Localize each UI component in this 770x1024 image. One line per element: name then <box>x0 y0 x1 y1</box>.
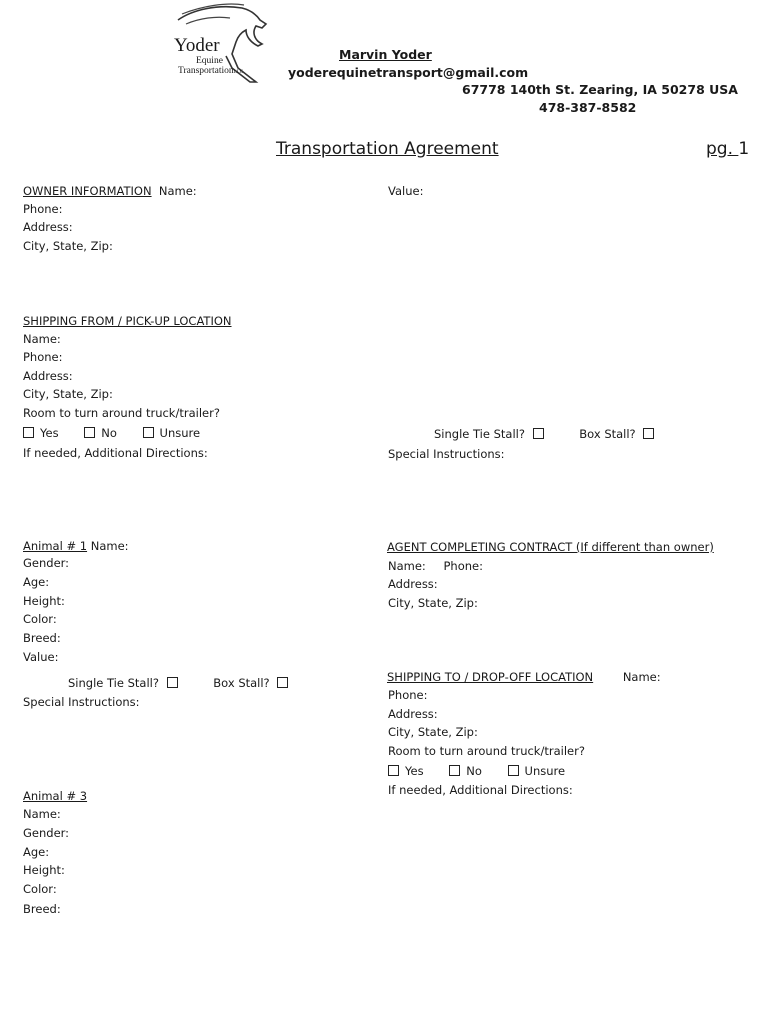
animal1-gender-label: Gender: <box>23 556 70 570</box>
animal1-name-label: Name: <box>90 539 129 553</box>
shipping-from-address-label: Address: <box>23 369 73 383</box>
agent-name-phone-row <box>388 557 483 575</box>
single-tie-stall-checkbox[interactable] <box>533 428 544 439</box>
animal1-height-label: Height: <box>23 594 65 608</box>
animal3-height-label: Height: <box>23 863 65 877</box>
unsure-checkbox[interactable] <box>508 765 519 776</box>
shipping-to-room-label: Room to turn around truck/trailer? <box>388 744 585 758</box>
shipping-from-directions-label: If needed, Additional Directions: <box>23 446 208 460</box>
company-logo <box>172 2 272 84</box>
shipping-to-phone-label: Phone: <box>388 688 428 702</box>
animal1-color-label: Color: <box>23 612 57 626</box>
animal3-name-label: Name: <box>23 807 61 821</box>
animal3-gender-label: Gender: <box>23 826 70 840</box>
shipping-from-room-label: Room to turn around truck/trailer? <box>23 406 220 420</box>
owner-value-label: Value: <box>388 184 424 198</box>
document-title: Transportation Agreement <box>276 139 499 159</box>
shipping-to-name-label: Name: <box>622 670 661 684</box>
shipping-to-directions-label: If needed, Additional Directions: <box>388 783 573 797</box>
shipping-from-no-option[interactable]: No <box>84 424 117 442</box>
animal1-heading: Animal # 1 <box>23 539 88 553</box>
no-checkbox[interactable] <box>84 427 95 438</box>
box-stall-checkbox[interactable] <box>277 677 288 688</box>
owner-heading: OWNER INFORMATION <box>23 184 152 198</box>
shipping-from-yes-option[interactable]: Yes <box>23 424 59 442</box>
box-stall-option[interactable]: Box Stall? <box>579 425 660 443</box>
special-instructions-label-top: Special Instructions: <box>388 447 505 461</box>
owner-phone-label: Phone: <box>23 202 63 216</box>
shipping-to-city-label: City, State, Zip: <box>388 725 478 739</box>
agent-phone-label: Phone: <box>443 559 483 573</box>
animal1-single-tie-stall-option[interactable]: Single Tie Stall? <box>68 674 184 692</box>
contact-email: yoderequinetransport@gmail.com <box>288 65 529 80</box>
shipping-to-address-label: Address: <box>388 707 438 721</box>
animal3-age-label: Age: <box>23 845 50 859</box>
shipping-from-name-label: Name: <box>23 332 61 346</box>
animal3-heading: Animal # 3 <box>23 789 88 803</box>
shipping-to-no-option[interactable]: No <box>449 762 482 780</box>
animal1-stall-options <box>68 674 294 692</box>
single-tie-stall-option[interactable]: Single Tie Stall? <box>434 425 550 443</box>
yes-checkbox[interactable] <box>388 765 399 776</box>
agent-address-label: Address: <box>388 577 438 591</box>
page-number: pg. 1 <box>706 139 750 159</box>
owner-city-label: City, State, Zip: <box>23 239 113 253</box>
shipping-to-yes-option[interactable]: Yes <box>388 762 424 780</box>
owner-heading-row <box>23 182 197 200</box>
no-checkbox[interactable] <box>449 765 460 776</box>
contact-phone: 478-387-8582 <box>539 100 637 115</box>
shipping-to-heading-row <box>387 668 661 686</box>
single-tie-stall-checkbox[interactable] <box>167 677 178 688</box>
shipping-from-options <box>23 424 222 442</box>
contact-address: 67778 140th St. Zearing, IA 50278 USA <box>462 82 738 97</box>
stall-options-top <box>434 425 660 443</box>
logo-line-transportation: TransportationLLC <box>178 66 244 76</box>
animal1-value-label: Value: <box>23 650 59 664</box>
shipping-to-options <box>388 762 587 780</box>
animal1-special-instructions-label: Special Instructions: <box>23 695 140 709</box>
animal1-breed-label: Breed: <box>23 631 61 645</box>
shipping-from-city-label: City, State, Zip: <box>23 387 113 401</box>
shipping-to-unsure-option[interactable]: Unsure <box>508 762 566 780</box>
animal3-breed-label: Breed: <box>23 902 61 916</box>
animal1-age-label: Age: <box>23 575 50 589</box>
animal1-box-stall-option[interactable]: Box Stall? <box>213 674 294 692</box>
agent-name-label: Name: <box>388 559 426 573</box>
shipping-from-unsure-option[interactable]: Unsure <box>143 424 201 442</box>
owner-name-label: Name: <box>158 184 197 198</box>
shipping-from-heading: SHIPPING FROM / PICK-UP LOCATION <box>23 314 232 328</box>
yes-checkbox[interactable] <box>23 427 34 438</box>
contact-name: Marvin Yoder <box>339 47 432 62</box>
agent-city-label: City, State, Zip: <box>388 596 478 610</box>
animal3-color-label: Color: <box>23 882 57 896</box>
unsure-checkbox[interactable] <box>143 427 154 438</box>
agent-heading: AGENT COMPLETING CONTRACT (If different than owner) <box>387 540 714 554</box>
shipping-to-heading: SHIPPING TO / DROP-OFF LOCATION <box>387 670 594 684</box>
shipping-from-phone-label: Phone: <box>23 350 63 364</box>
owner-address-label: Address: <box>23 220 73 234</box>
animal1-heading-row <box>23 537 129 555</box>
logo-wordmark: Yoder <box>174 35 220 56</box>
logo-line-equine: Equine <box>196 56 223 66</box>
box-stall-checkbox[interactable] <box>643 428 654 439</box>
